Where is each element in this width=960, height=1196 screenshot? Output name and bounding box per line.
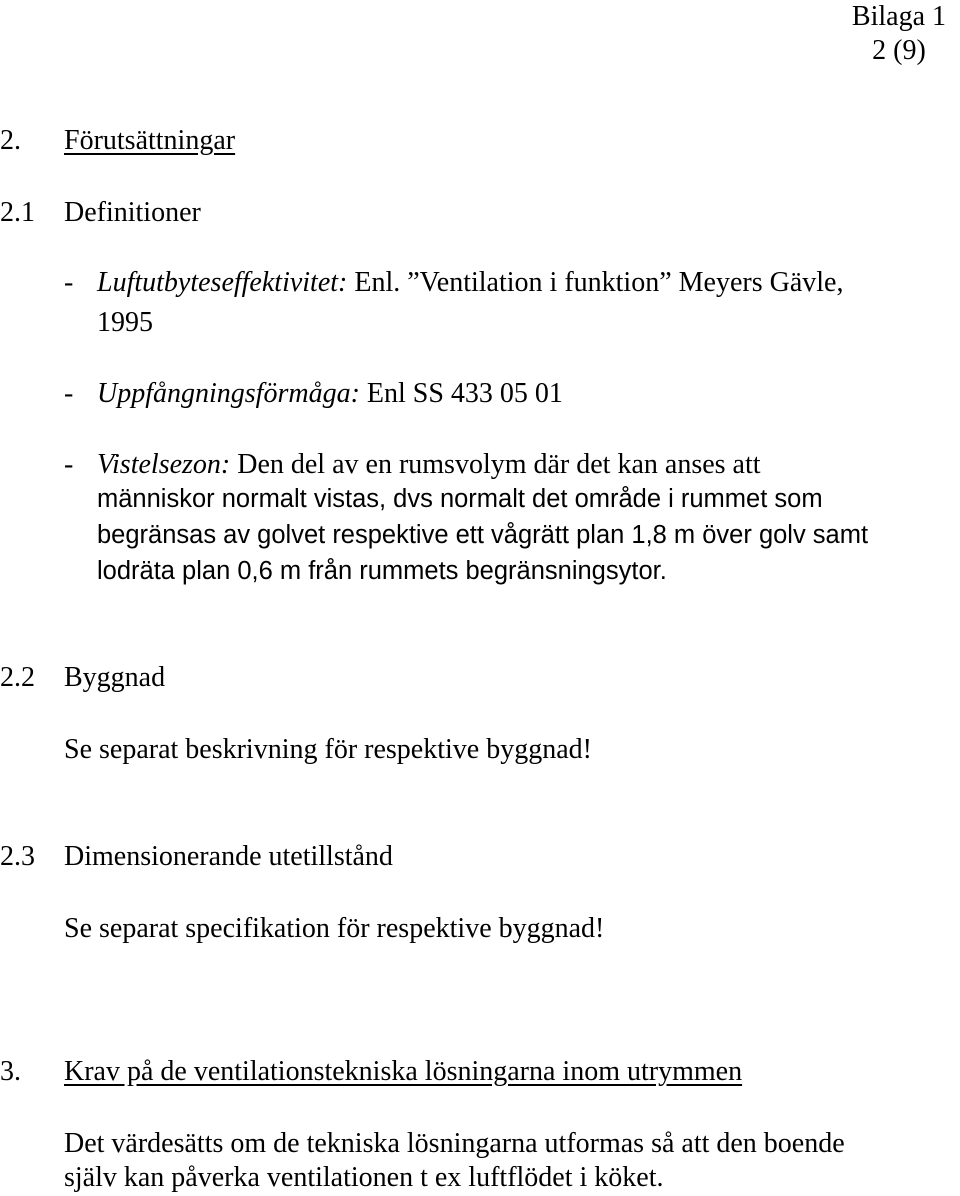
section-2-3-number: 2.3 [0,841,35,872]
section-2-2-body: Se separat beskrivning för respektive byggnad! [64,734,592,765]
section-2-2-title: Byggnad [64,662,166,693]
page-header [852,0,946,68]
section-3-body-line2: själv kan påverka ventilationen t ex luftflödet i köket. [64,1162,664,1193]
definition-term: Uppfångningsförmåga: [97,378,360,409]
definition-text: Den del av en rumsvolym där det kan anses att [237,449,761,480]
definition-line [97,377,563,411]
definition-text-line4: lodräta plan 0,6 m från rummets begränsningsytor. [97,557,667,585]
definition-line [97,266,843,300]
definition-dash: - [64,267,74,298]
section-2-title: Förutsättningar [64,125,236,156]
section-2-3-title: Dimensionerande utetillstånd [64,841,393,872]
section-2-number: 2. [0,125,21,156]
definition-line [97,448,761,482]
attachment-label: Bilaga 1 [851,1,946,32]
definition-text-line3: begränsas av golvet respektive ett vågrätt plan 1,8 m över golv samt [97,521,869,549]
definition-text-line2: människor normalt vistas, dvs normalt det område i rummet som [97,485,823,513]
section-3-number: 3. [0,1056,21,1087]
definition-dash: - [64,378,74,409]
section-3-title: Krav på de ventilationstekniska lösningarna inom utrymmen [64,1056,743,1087]
section-2-3-body: Se separat specifikation för respektive byggnad! [64,913,605,944]
section-2-2-number: 2.2 [0,662,35,693]
definition-term: Vistelsezon: [97,449,231,480]
definition-text: Enl. ”Ventilation i funktion” Meyers Gävle, [354,267,844,298]
section-3-body-line1: Det värdesätts om de tekniska lösningarna utformas så att den boende [64,1128,845,1159]
definition-text: Enl SS 433 05 01 [366,378,563,409]
definition-text-line2: 1995 [97,307,153,338]
section-2-1-title: Definitioner [64,197,201,228]
definition-dash: - [64,449,74,480]
section-2-1-number: 2.1 [0,197,35,228]
page-number: 2 (9) [872,35,926,66]
definition-term: Luftutbyteseffektivitet: [97,267,348,298]
